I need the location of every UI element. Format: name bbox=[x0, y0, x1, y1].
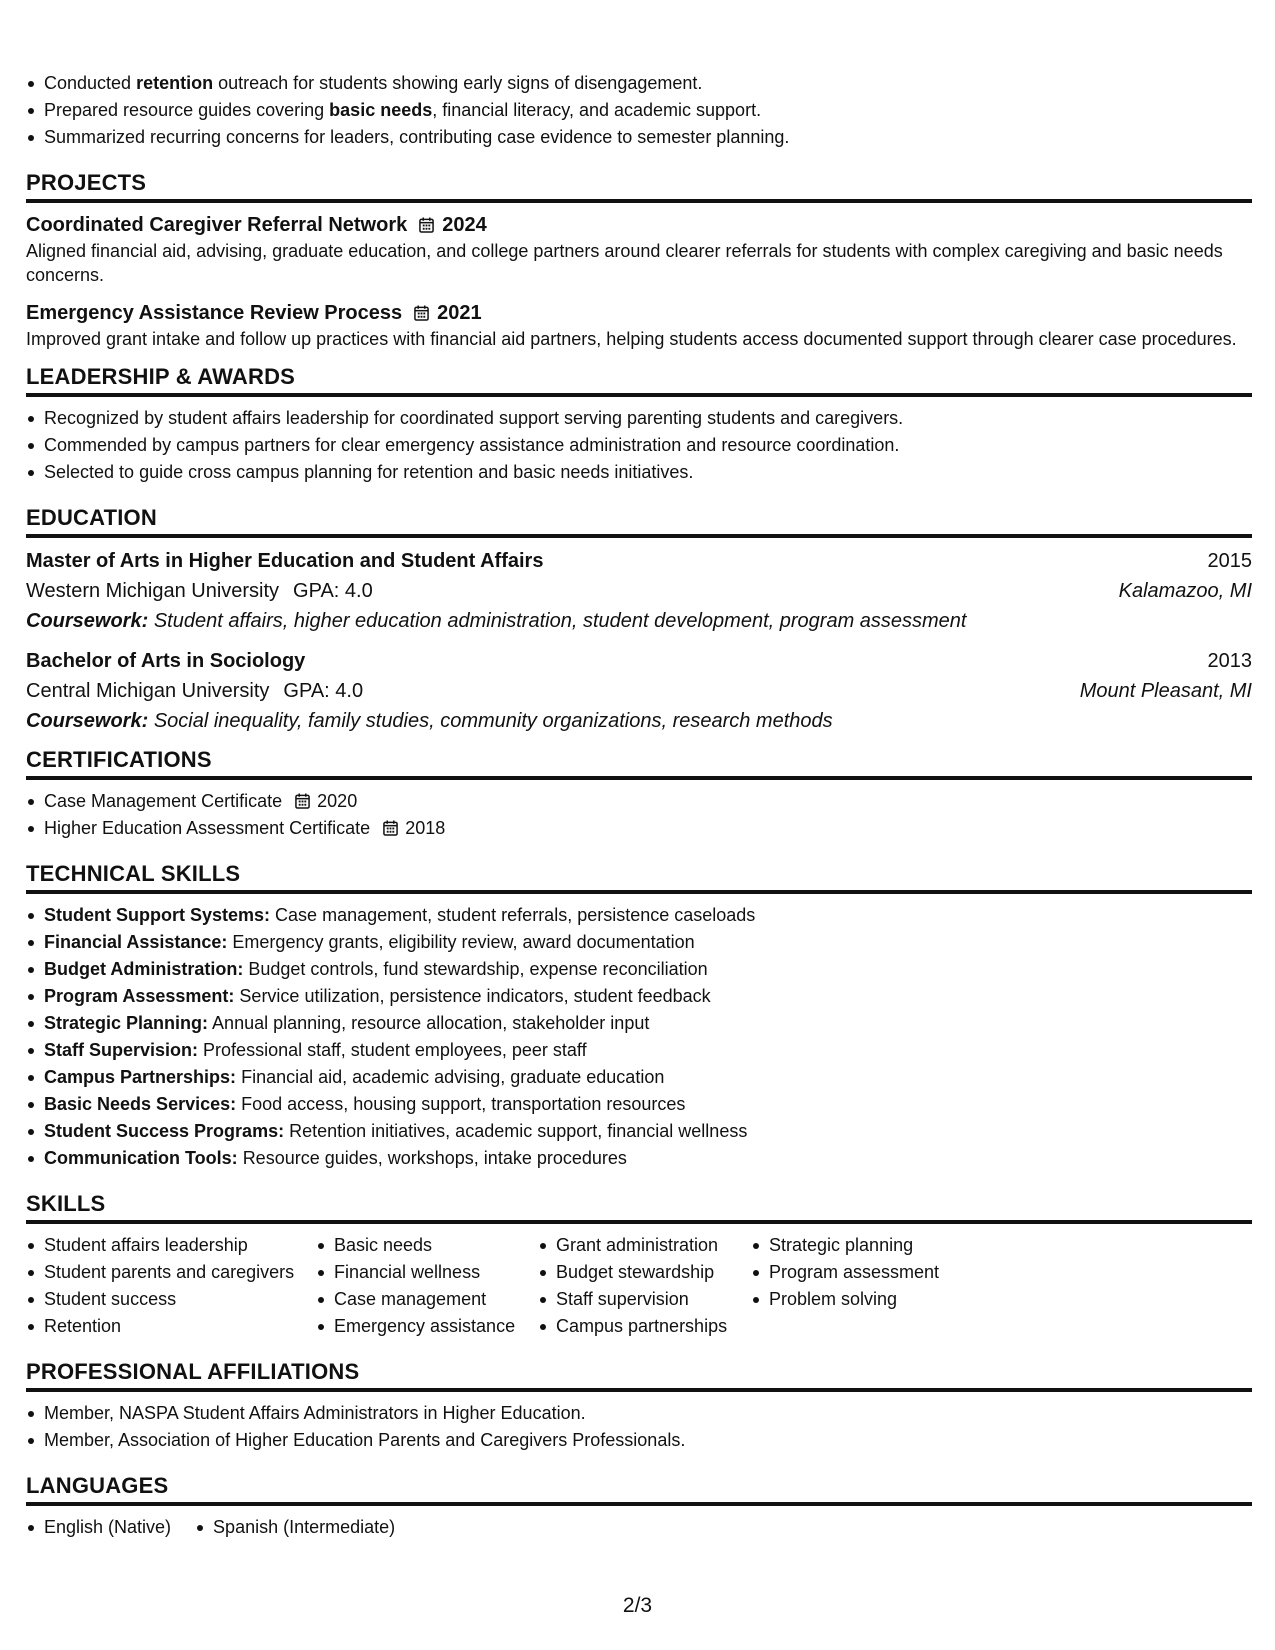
list-item: Basic needs bbox=[316, 1232, 538, 1259]
section-title-education: EDUCATION bbox=[26, 504, 1252, 538]
degree-title: Bachelor of Arts in Sociology bbox=[26, 650, 306, 672]
section-title-skills: SKILLS bbox=[26, 1190, 1252, 1224]
certification-name: Higher Education Assessment Certificate bbox=[44, 818, 371, 838]
skills-grid bbox=[26, 1232, 1252, 1340]
list-item: Financial Assistance: Emergency grants, eligibility review, award documentation bbox=[26, 929, 1252, 956]
project-year: 2024 bbox=[442, 214, 487, 236]
section-title-affiliations: PROFESSIONAL AFFILIATIONS bbox=[26, 1358, 1252, 1392]
list-item: Strategic planning bbox=[751, 1232, 991, 1259]
list-item: Campus partnerships bbox=[538, 1313, 751, 1340]
resume-page bbox=[26, 70, 1252, 1541]
project-year: 2021 bbox=[437, 302, 482, 324]
list-item: Campus Partnerships: Financial aid, academic advising, graduate education bbox=[26, 1064, 1252, 1091]
education-item bbox=[26, 546, 1252, 636]
project-item bbox=[26, 211, 1252, 287]
technical-skills-list bbox=[26, 902, 1252, 1172]
list-item: Staff Supervision: Professional staff, student employees, peer staff bbox=[26, 1037, 1252, 1064]
list-item: Communication Tools: Resource guides, workshops, intake procedures bbox=[26, 1145, 1252, 1172]
list-item: Student Success Programs: Retention initiatives, academic support, financial wellness bbox=[26, 1118, 1252, 1145]
calendar-icon bbox=[419, 217, 434, 233]
list-item: Commended by campus partners for clear emergency assistance administration and resource coordination. bbox=[26, 432, 1252, 459]
list-item: Student success bbox=[26, 1286, 316, 1313]
project-item bbox=[26, 299, 1252, 351]
list-item: Recognized by student affairs leadership for coordinated support serving parenting students and caregivers. bbox=[26, 405, 1252, 432]
list-item: Summarized recurring concerns for leaders, contributing case evidence to semester planning. bbox=[26, 124, 1252, 151]
calendar-icon bbox=[383, 820, 398, 836]
list-item: Emergency assistance bbox=[316, 1313, 538, 1340]
school-name: Western Michigan University bbox=[26, 580, 280, 602]
list-item: Staff supervision bbox=[538, 1286, 751, 1313]
list-item: Student parents and caregivers bbox=[26, 1259, 316, 1286]
education-item bbox=[26, 646, 1252, 736]
certification-year: 2018 bbox=[405, 818, 446, 838]
list-item: Case management bbox=[316, 1286, 538, 1313]
coursework: Coursework: Student affairs, higher education administration, student development, program assessment bbox=[26, 610, 967, 632]
list-item: Program assessment bbox=[751, 1259, 991, 1286]
project-description: Improved grant intake and follow up practices with financial aid partners, helping students access documented support through clearer case procedures. bbox=[26, 329, 1237, 349]
calendar-icon bbox=[295, 793, 310, 809]
list-item: Budget Administration: Budget controls, fund stewardship, expense reconciliation bbox=[26, 956, 1252, 983]
certifications-list bbox=[26, 788, 1252, 842]
graduation-year: 2013 bbox=[1207, 650, 1252, 672]
list-item: Student affairs leadership bbox=[26, 1232, 316, 1259]
section-title-leadership: LEADERSHIP & AWARDS bbox=[26, 363, 1252, 397]
school-name: Central Michigan University bbox=[26, 680, 270, 702]
coursework: Coursework: Social inequality, family studies, community organizations, research methods bbox=[26, 710, 833, 732]
school-location: Kalamazoo, MI bbox=[1118, 580, 1252, 602]
list-item: Budget stewardship bbox=[538, 1259, 751, 1286]
skills-column bbox=[538, 1232, 751, 1340]
list-item: Spanish (Intermediate) bbox=[195, 1514, 395, 1541]
section-title-certifications: CERTIFICATIONS bbox=[26, 746, 1252, 780]
list-item: Student Support Systems: Case management, student referrals, persistence caseloads bbox=[26, 902, 1252, 929]
list-item: Selected to guide cross campus planning for retention and basic needs initiatives. bbox=[26, 459, 1252, 486]
list-item: Member, NASPA Student Affairs Administrators in Higher Education. bbox=[26, 1400, 1252, 1427]
affiliations-list bbox=[26, 1400, 1252, 1454]
list-item: Grant administration bbox=[538, 1232, 751, 1259]
list-item: Member, Association of Higher Education Parents and Caregivers Professionals. bbox=[26, 1427, 1252, 1454]
gpa: GPA: 4.0 bbox=[293, 580, 373, 602]
section-title-technical-skills: TECHNICAL SKILLS bbox=[26, 860, 1252, 894]
list-item: Strategic Planning: Annual planning, resource allocation, stakeholder input bbox=[26, 1010, 1252, 1037]
section-title-projects: PROJECTS bbox=[26, 169, 1252, 203]
experience-bullets bbox=[26, 70, 1252, 151]
project-name: Emergency Assistance Review Process bbox=[26, 302, 403, 324]
calendar-icon bbox=[414, 305, 429, 321]
certification-year: 2020 bbox=[317, 791, 358, 811]
graduation-year: 2015 bbox=[1207, 550, 1252, 572]
list-item: Financial wellness bbox=[316, 1259, 538, 1286]
school-location: Mount Pleasant, MI bbox=[1079, 680, 1252, 702]
project-description: Aligned financial aid, advising, graduate education, and college partners around clearer referrals for students with complex caregiving and basic needs concerns. bbox=[26, 241, 1223, 285]
list-item: Program Assessment: Service utilization, persistence indicators, student feedback bbox=[26, 983, 1252, 1010]
list-item: Problem solving bbox=[751, 1286, 991, 1313]
list-item: Retention bbox=[26, 1313, 316, 1340]
leadership-list bbox=[26, 405, 1252, 486]
list-item: Prepared resource guides covering basic needs, financial literacy, and academic support. bbox=[26, 97, 1252, 124]
section-title-languages: LANGUAGES bbox=[26, 1472, 1252, 1506]
skills-column bbox=[751, 1232, 991, 1340]
skills-column bbox=[316, 1232, 538, 1340]
page-number: 2/3 bbox=[622, 1594, 653, 1617]
list-item: Basic Needs Services: Food access, housing support, transportation resources bbox=[26, 1091, 1252, 1118]
list-item bbox=[26, 788, 1252, 815]
gpa: GPA: 4.0 bbox=[283, 680, 364, 702]
languages-list bbox=[26, 1514, 1252, 1541]
degree-title: Master of Arts in Higher Education and Student Affairs bbox=[26, 550, 544, 572]
certification-name: Case Management Certificate bbox=[44, 791, 283, 811]
list-item: Conducted retention outreach for students showing early signs of disengagement. bbox=[26, 70, 1252, 97]
list-item bbox=[26, 815, 1252, 842]
skills-column bbox=[26, 1232, 316, 1340]
project-name: Coordinated Caregiver Referral Network bbox=[26, 214, 408, 236]
list-item: English (Native) bbox=[26, 1514, 171, 1541]
